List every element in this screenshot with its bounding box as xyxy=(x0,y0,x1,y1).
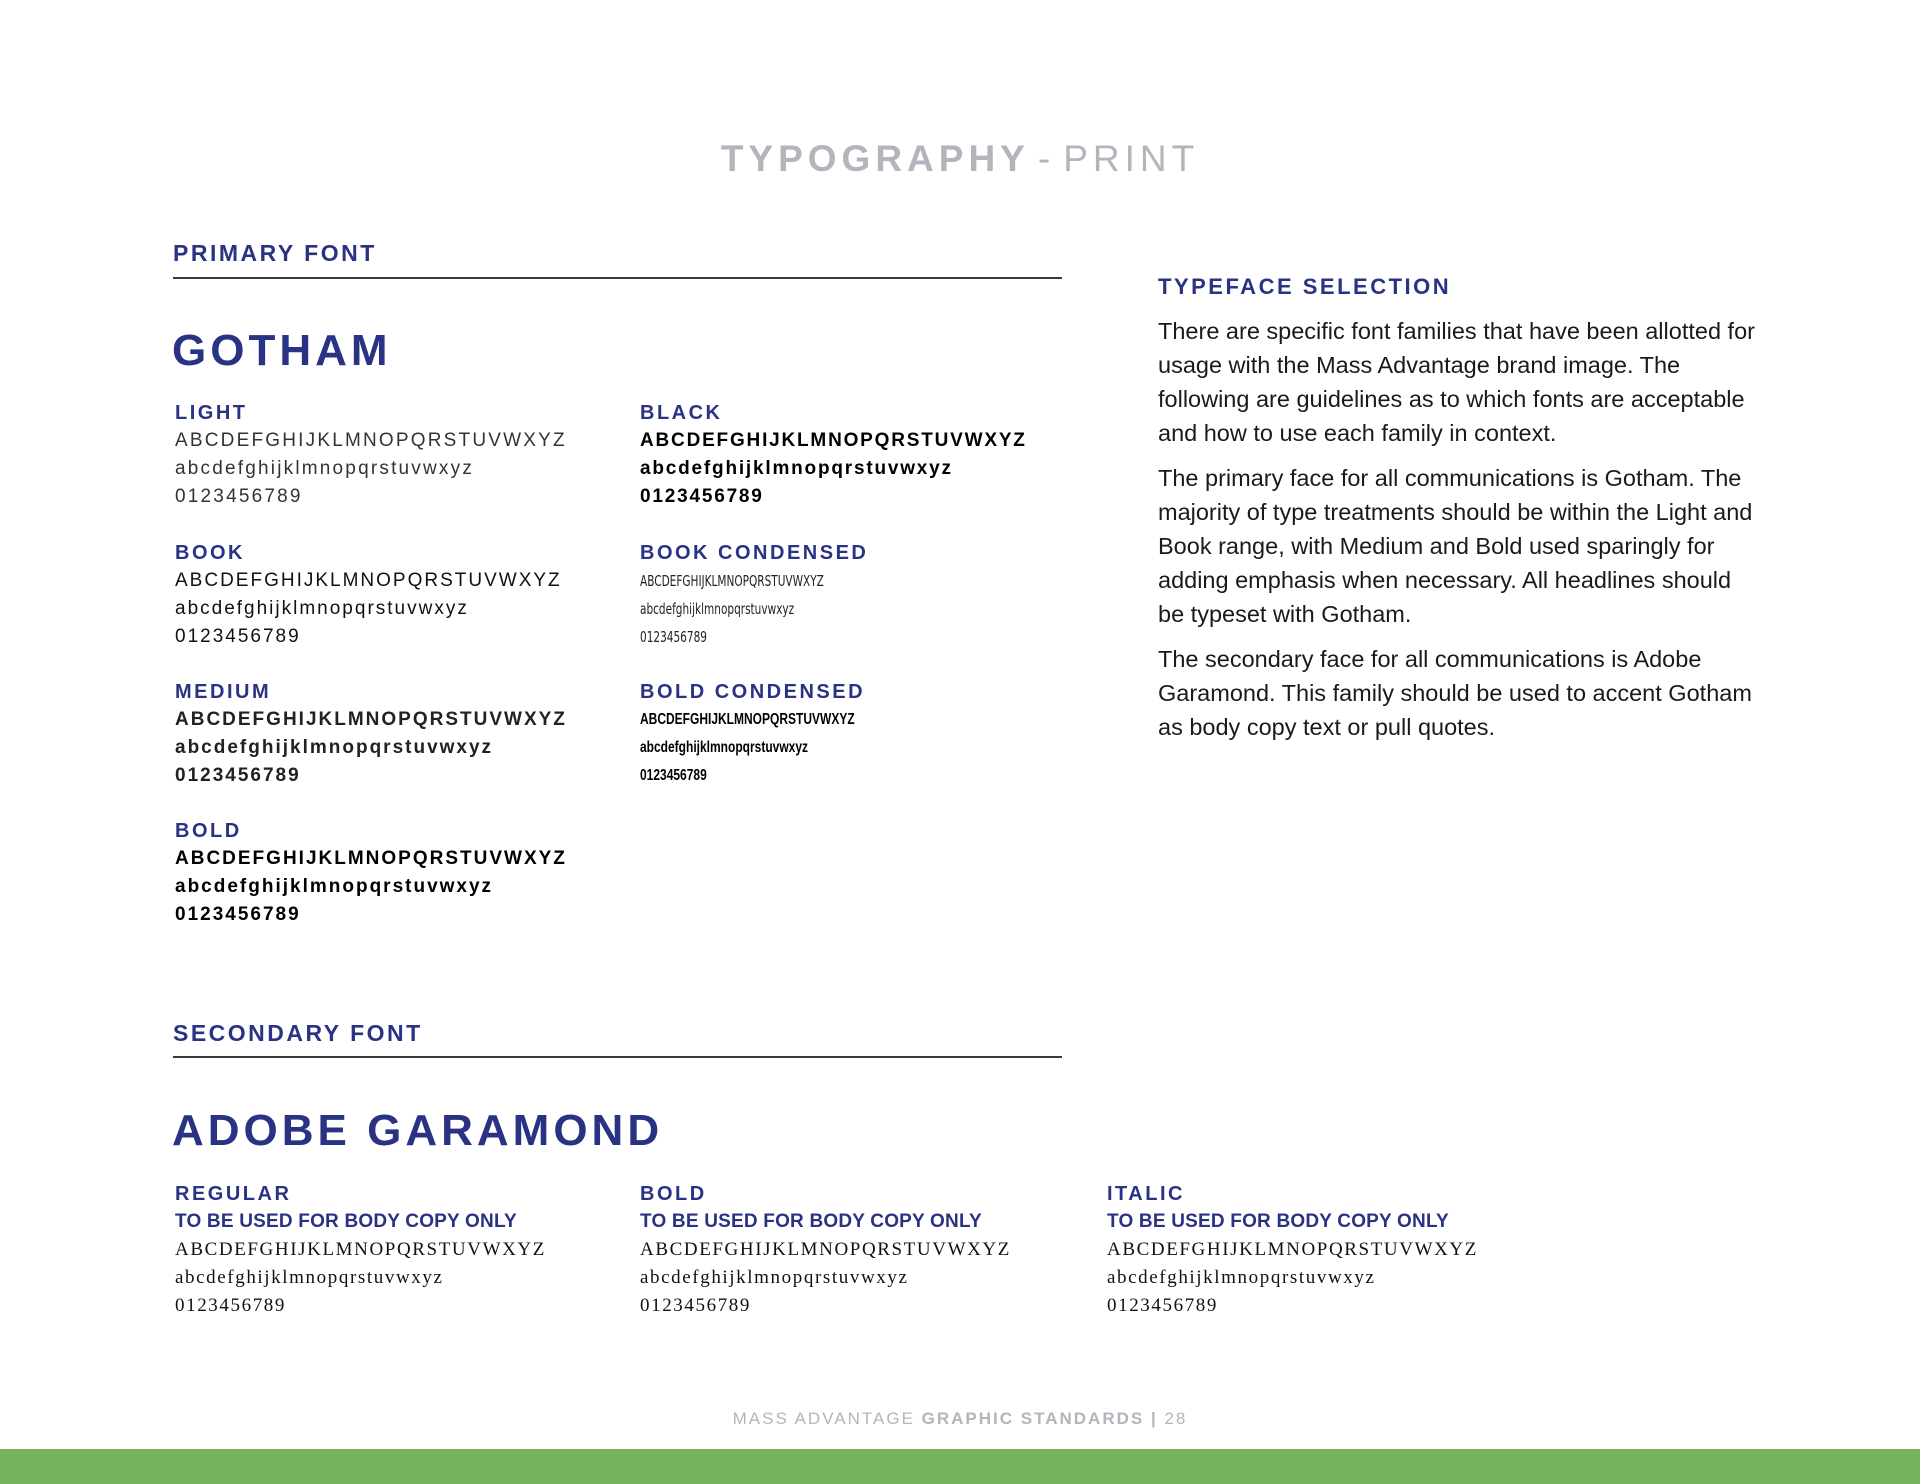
weight-label: BOOK xyxy=(175,542,245,564)
sidebar-paragraph: The secondary face for all communications is Adobe Garamond. This family should be used to accent Gotham as body copy text or pull quotes. xyxy=(1158,646,1752,740)
sample-lowercase: abcdefghijklmnopqrstuvwxyz xyxy=(1107,1267,1376,1288)
weight-label: BOLD CONDENSED xyxy=(640,681,866,703)
sample-lowercase: abcdefghijklmnopqrstuvwxyz xyxy=(175,598,469,619)
style-label: REGULAR xyxy=(175,1183,292,1205)
usage-note: TO BE USED FOR BODY COPY ONLY xyxy=(175,1211,517,1232)
weight-label: BLACK xyxy=(640,402,723,424)
sample-digits: 0123456789 xyxy=(640,767,707,784)
sample-lowercase: abcdefghijklmnopqrstuvwxyz xyxy=(640,458,953,479)
weight-bold xyxy=(175,817,615,929)
style-regular xyxy=(175,1180,615,1320)
page-title-main: TYPOGRAPHY xyxy=(720,138,1030,179)
sample-digits: 0123456789 xyxy=(175,486,303,507)
secondary-font-rule xyxy=(173,1056,1062,1058)
sample-lowercase: abcdefghijklmnopqrstuvwxyz xyxy=(175,876,494,897)
style-bold xyxy=(640,1180,1080,1320)
weight-label: MEDIUM xyxy=(175,681,272,703)
sample-digits: 0123456789 xyxy=(640,628,707,646)
sample-uppercase: ABCDEFGHIJKLMNOPQRSTUVWXYZ xyxy=(640,1239,1011,1260)
sample-lowercase: abcdefghijklmnopqrstuvwxyz xyxy=(175,737,494,758)
weight-light xyxy=(175,399,615,511)
sample-digits: 0123456789 xyxy=(175,904,301,925)
sample-lowercase: abcdefghijklmnopqrstuvwxyz xyxy=(175,1267,444,1288)
page-title-sub: PRINT xyxy=(1063,138,1200,179)
sample-lowercase: abcdefghijklmnopqrstuvwxyz xyxy=(640,1267,909,1288)
sample-uppercase: ABCDEFGHIJKLMNOPQRSTUVWXYZ xyxy=(175,430,567,451)
footer-brand: MASS ADVANTAGE xyxy=(732,1409,915,1428)
sample-lowercase: abcdefghijklmnopqrstuvwxyz xyxy=(640,739,809,756)
page-footer xyxy=(0,1409,1920,1429)
weight-label: LIGHT xyxy=(175,402,248,424)
sidebar-paragraph: There are specific font families that have been allotted for usage with the Mass Advantage brand image. The following are guidelines as to which fonts are acceptable and how to use each family in context. xyxy=(1158,318,1755,446)
page-title xyxy=(0,138,1920,180)
secondary-font-heading: SECONDARY FONT xyxy=(173,1020,423,1046)
sample-lowercase: abcdefghijklmnopqrstuvwxyz xyxy=(175,458,475,479)
style-label: ITALIC xyxy=(1107,1183,1185,1205)
weight-book xyxy=(175,539,615,651)
sidebar-paragraph: The primary face for all communications is Gotham. The majority of type treatments should be within the Light and Book range, with Medium and Bold used sparingly for adding emphasis when necessary. All headlines should be typeset with Gotham. xyxy=(1158,465,1753,627)
typeface-selection xyxy=(1158,274,1758,755)
sample-uppercase: ABCDEFGHIJKLMNOPQRSTUVWXYZ xyxy=(175,709,567,730)
page-number: 28 xyxy=(1164,1409,1188,1428)
sample-digits: 0123456789 xyxy=(640,1295,751,1316)
sample-uppercase: ABCDEFGHIJKLMNOPQRSTUVWXYZ xyxy=(175,1239,546,1260)
sample-uppercase: ABCDEFGHIJKLMNOPQRSTUVWXYZ xyxy=(1107,1239,1478,1260)
footer-color-bar xyxy=(0,1449,1920,1484)
weight-bold-condensed xyxy=(640,678,1080,790)
sample-uppercase: ABCDEFGHIJKLMNOPQRSTUVWXYZ xyxy=(640,572,824,590)
weight-medium xyxy=(175,678,615,790)
sample-uppercase: ABCDEFGHIJKLMNOPQRSTUVWXYZ xyxy=(640,711,855,728)
usage-note: TO BE USED FOR BODY COPY ONLY xyxy=(640,1211,982,1232)
page-title-separator: - xyxy=(1037,138,1056,179)
primary-font-heading: PRIMARY FONT xyxy=(173,240,377,266)
weight-black xyxy=(640,399,1080,511)
weight-book-condensed xyxy=(640,539,1080,651)
primary-family-name: GOTHAM xyxy=(172,326,392,375)
primary-font-rule xyxy=(173,277,1062,279)
style-italic xyxy=(1107,1180,1547,1320)
style-label: BOLD xyxy=(640,1183,707,1205)
sample-digits: 0123456789 xyxy=(1107,1295,1218,1316)
typeface-selection-heading: TYPEFACE SELECTION xyxy=(1158,274,1452,299)
sample-digits: 0123456789 xyxy=(175,765,301,786)
sample-digits: 0123456789 xyxy=(640,486,764,507)
usage-note: TO BE USED FOR BODY COPY ONLY xyxy=(1107,1211,1449,1232)
footer-doc-title: GRAPHIC STANDARDS xyxy=(921,1409,1145,1428)
sample-uppercase: ABCDEFGHIJKLMNOPQRSTUVWXYZ xyxy=(640,430,1027,451)
sample-uppercase: ABCDEFGHIJKLMNOPQRSTUVWXYZ xyxy=(175,570,562,591)
weight-label: BOLD xyxy=(175,820,242,842)
secondary-family-name: ADOBE GARAMOND xyxy=(172,1106,664,1155)
weight-label: BOOK CONDENSED xyxy=(640,542,869,564)
sample-digits: 0123456789 xyxy=(175,626,301,647)
sample-digits: 0123456789 xyxy=(175,1295,286,1316)
sample-uppercase: ABCDEFGHIJKLMNOPQRSTUVWXYZ xyxy=(175,848,567,869)
footer-divider: | xyxy=(1150,1409,1158,1428)
sample-lowercase: abcdefghijklmnopqrstuvwxyz xyxy=(640,600,795,618)
